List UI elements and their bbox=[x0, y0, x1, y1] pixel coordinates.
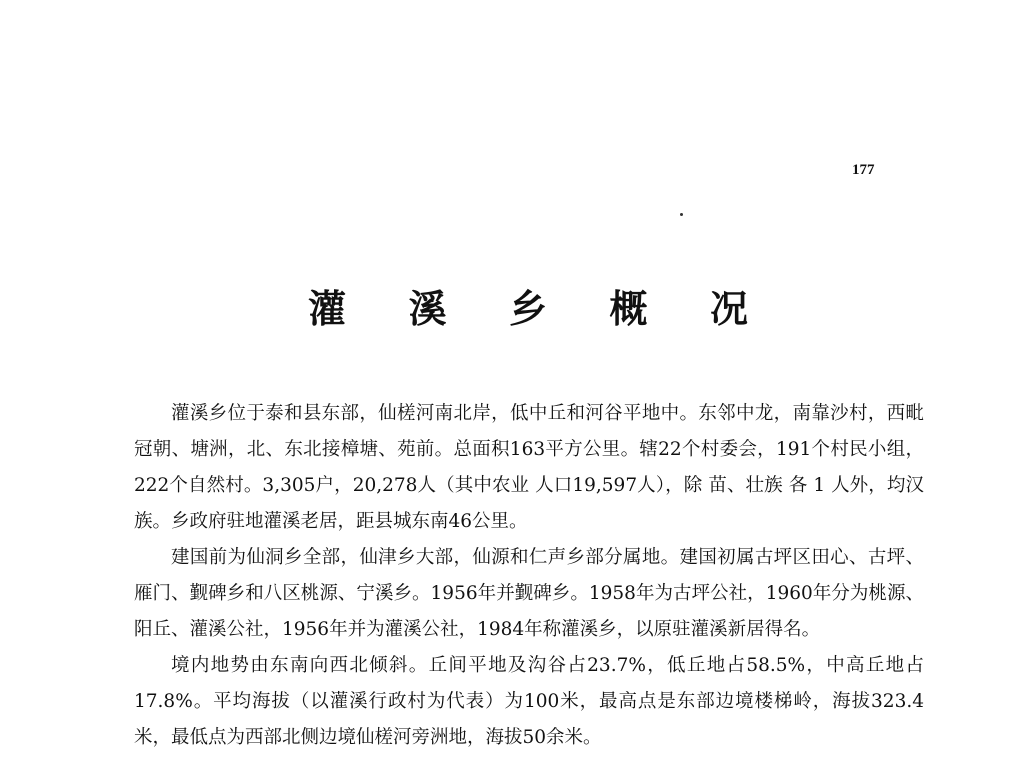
scan-speck bbox=[680, 213, 683, 216]
title-char: 况 bbox=[709, 286, 748, 331]
page-number: 177 bbox=[852, 162, 875, 178]
title-char: 溪 bbox=[408, 286, 447, 331]
page-title bbox=[308, 278, 748, 333]
paragraph-terrain: 境内地势由东南向西北倾斜。丘间平地及沟谷占23.7%，低丘地占58.5%，中高丘地占17.8%。平均海拔（以灌溪行政村为代表）为100米，最高点是东部边境楼梯岭，海拔323.4米，最低点为西部北侧边境仙槎河旁洲地，海拔50余米。 bbox=[134, 655, 924, 748]
title-char: 概 bbox=[609, 286, 648, 331]
paragraph-history: 建国前为仙洞乡全部，仙津乡大部，仙源和仁声乡部分属地。建国初属古坪区田心、古坪、雁门、觐碑乡和八区桃源、宁溪乡。1956年并觐碑乡。1958年为古坪公社，1960年分为桃源、阳丘、灌溪公社，1956年并为灌溪公社，1984年称灌溪乡，以原驻灌溪新居得名。 bbox=[134, 547, 924, 640]
body-text bbox=[134, 396, 924, 756]
title-char: 灌 bbox=[308, 286, 347, 331]
title-char: 乡 bbox=[508, 286, 547, 331]
paragraph-overview: 灌溪乡位于泰和县东部，仙槎河南北岸，低中丘和河谷平地中。东邻中龙，南靠沙村，西毗冠朝、塘洲，北、东北接樟塘、苑前。总面积163平方公里。辖22个村委会，191个村民小组，222个自然村。3,305户，20,278人（其中农业 人口19,597人），除 苗、壮族 各 1 人外，均汉族。乡政府驻地灌溪老居，距县城东南46公里。 bbox=[134, 403, 924, 532]
